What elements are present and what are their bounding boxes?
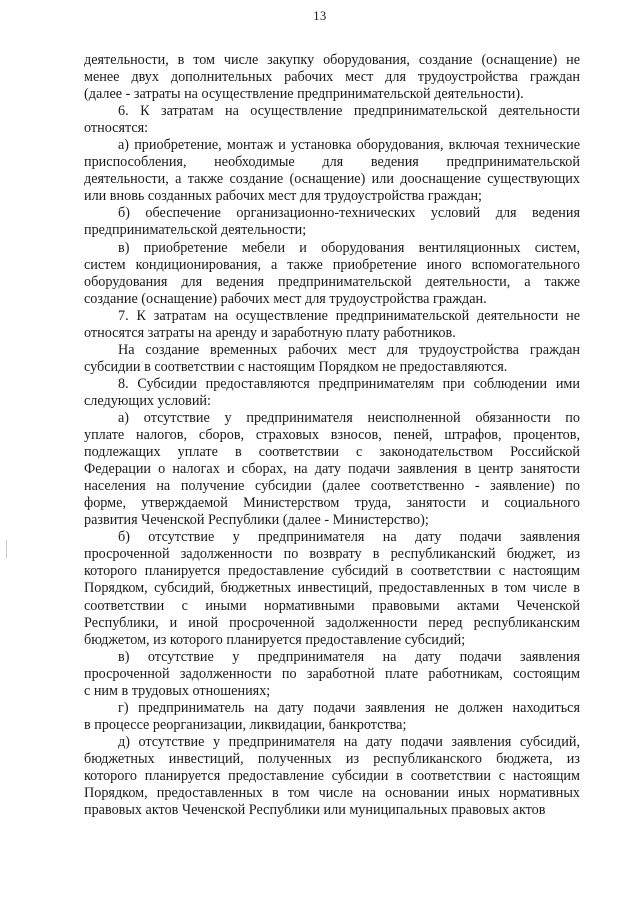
paragraph-p6b [84, 205, 580, 239]
page-number: 13 [313, 9, 327, 23]
text-line: создание (оснащение) рабочих мест для трудоустройства граждан. [84, 290, 487, 307]
text-line: Порядком, субсидий, бюджетных инвестиций, предоставленных в том числе в [84, 580, 580, 597]
paragraph-p8d [84, 734, 580, 819]
text-line: деятельности, в том числе закупку оборудования, создание (оснащение) не [84, 52, 580, 68]
text-line: Порядком, предоставленных в том числе на основании иных нормативных [84, 785, 580, 802]
text-line: форме, утверждаемой Министерством труда, занятости и социального [84, 495, 580, 512]
text-line: Федерации о налогах и сборах, на дату подачи заявления в центр занятости [84, 461, 580, 478]
text-line: (далее - затраты на осуществление предпринимательской деятельности). [84, 86, 524, 103]
text-line: Республики, и иной просроченной задолженности перед республиканским [84, 614, 580, 631]
paragraph-p8v [84, 649, 580, 700]
paragraph-p6v [84, 240, 580, 308]
text-line: предпринимательской деятельности; [84, 222, 307, 239]
paragraph-p6a [84, 137, 580, 205]
text-line: д) отсутствие у предпринимателя на дату подачи заявления субсидий, [118, 733, 580, 750]
text-line: приспособления, необходимые для ведения предпринимательской [84, 154, 580, 171]
text-line: просроченной задолженности по заработной плате работникам, состоящим [84, 665, 580, 682]
text-line: 7. К затратам на осуществление предпринимательской деятельности не [118, 307, 580, 324]
text-line: 6. К затратам на осуществление предпринимательской деятельности [118, 103, 580, 120]
text-line: относятся: [84, 120, 149, 137]
text-line: в процессе реорганизации, ликвидации, банкротства; [84, 716, 407, 733]
text-line: На создание временных рабочих мест для трудоустройства граждан [118, 341, 580, 358]
text-line: бюджетом, из которого планируется предоставление субсидий; [84, 631, 466, 648]
paragraph-p8b [84, 529, 580, 648]
text-line: соответствии с иными нормативными правовыми актами Чеченской [84, 597, 580, 614]
text-line: которого планируется предоставление субсидии в соответствии с настоящим [84, 767, 580, 784]
text-line: менее двух дополнительных рабочих мест для трудоустройства граждан [84, 69, 580, 86]
text-line: развития Чеченской Республики (далее - Министерство); [84, 512, 429, 529]
paragraph-p6 [84, 103, 580, 137]
text-line: подлежащих уплате в соответствии с законодательством Российской [84, 444, 580, 461]
paragraph-p0 [84, 52, 580, 103]
text-line: следующих условий: [84, 392, 211, 409]
text-line: систем кондиционирования, а также приобретение иного вспомогательного [84, 256, 580, 273]
text-line: субсидии в соответствии с настоящим Порядком не предоставляются. [84, 358, 508, 375]
paragraph-p7 [84, 308, 580, 342]
text-line: а) приобретение, монтаж и установка оборудования, включая технические [118, 137, 580, 154]
text-line: относятся затраты на аренду и заработную плату работников. [84, 324, 456, 341]
text-line: 8. Субсидии предоставляются предпринимателям при соблюдении ими [118, 375, 580, 392]
margin-mark [6, 540, 7, 558]
text-line: с ним в трудовых отношениях; [84, 682, 271, 699]
text-line: а) отсутствие у предпринимателя неисполненной обязанности по [118, 409, 580, 426]
text-line: уплате налогов, сборов, страховых взносов, пеней, штрафов, процентов, [84, 427, 580, 444]
text-line: оборудования для ведения предпринимательской деятельности, а также [84, 273, 580, 290]
text-line: населения на получение субсидии (далее соответственно - заявление) по [84, 478, 580, 495]
text-line: правовых актов Чеченской Республики или муниципальных правовых актов [84, 802, 546, 819]
text-line: деятельности, а также создание (оснащение) или дооснащение существующих [84, 171, 580, 188]
text-line: в) приобретение мебели и оборудования вентиляционных систем, [118, 239, 580, 256]
text-line: которого планируется предоставление субсидий в соответствии с настоящим [84, 563, 580, 580]
text-line: просроченной задолженности по возврату в республиканский бюджет, из [84, 546, 580, 563]
text-line: б) обеспечение организационно-технических условий для ведения [118, 205, 580, 222]
paragraph-p8 [84, 376, 580, 410]
text-line: г) предприниматель на дату подачи заявления не должен находиться [118, 699, 580, 716]
text-line: б) отсутствие у предпринимателя на дату подачи заявления [118, 529, 580, 546]
text-line: в) отсутствие у предпринимателя на дату подачи заявления [118, 648, 580, 665]
document-body [84, 52, 580, 819]
paragraph-p8a [84, 410, 580, 529]
paragraph-p7b [84, 342, 580, 376]
text-line: бюджетных инвестиций, полученных из республиканского бюджета, из [84, 750, 580, 767]
paragraph-p8g [84, 700, 580, 734]
text-line: или вновь созданных рабочих мест для трудоустройства граждан; [84, 188, 482, 205]
